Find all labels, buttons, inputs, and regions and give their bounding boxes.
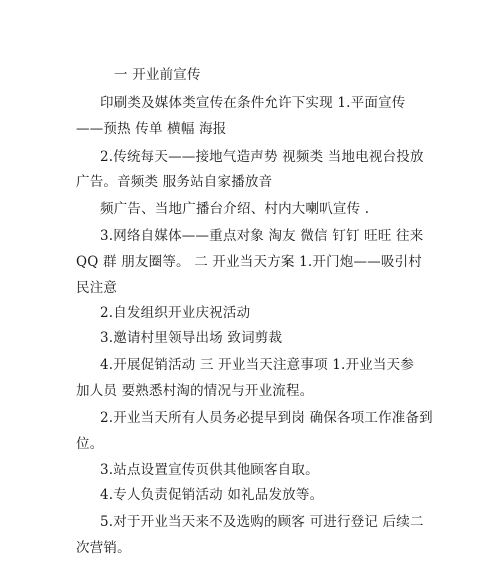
section-heading-pre-opening: 一 开业前宣传 bbox=[114, 67, 201, 83]
paragraph-line: ——预热 传单 横幅 海报 bbox=[76, 121, 227, 137]
paragraph-line: 2.传统每天——接地气造声势 视频类 当地电视台投放 bbox=[100, 149, 424, 165]
paragraph-line: 位。 bbox=[76, 436, 104, 452]
paragraph-line: 加人员 要熟悉村淘的情况与开业流程。 bbox=[76, 383, 314, 399]
paragraph-line: 5.对于开业当天来不及选购的顾客 可进行登记 后续二 bbox=[100, 514, 424, 530]
paragraph-line: 次营销。 bbox=[76, 540, 131, 556]
paragraph-line: 2.开业当天所有人员务必提早到岗 确保各项工作准备到 bbox=[100, 410, 433, 426]
paragraph-line: 频广告、当地广播台介绍、村内大喇叭宣传 . bbox=[100, 201, 370, 217]
paragraph-line: 4.开展促销活动 三 开业当天注意事项 1.开业当天参 bbox=[100, 357, 415, 373]
paragraph-line: 3.站点设置宣传页供其他顾客自取。 bbox=[100, 462, 319, 478]
paragraph-line: 3.邀请村里领导出场 致词剪裁 bbox=[100, 330, 283, 346]
paragraph-line: 2.自发组织开业庆祝活动 bbox=[100, 305, 251, 321]
paragraph-line: 4.专人负责促销活动 如礼品发放等。 bbox=[100, 487, 324, 503]
paragraph-line: 3.网络自媒体——重点对象 淘友 微信 钉钉 旺旺 往来 bbox=[100, 228, 424, 244]
paragraph-line: 民注意 bbox=[76, 280, 118, 296]
paragraph-line: 印刷类及媒体类宣传在条件允许下实现 1.平面宣传 bbox=[100, 95, 406, 111]
paragraph-line: 广告。音频类 服务站自家播放音 bbox=[76, 174, 273, 190]
paragraph-line: QQ 群 朋友圈等。 二 开业当天方案 1.开门炮——吸引村 bbox=[76, 254, 422, 270]
